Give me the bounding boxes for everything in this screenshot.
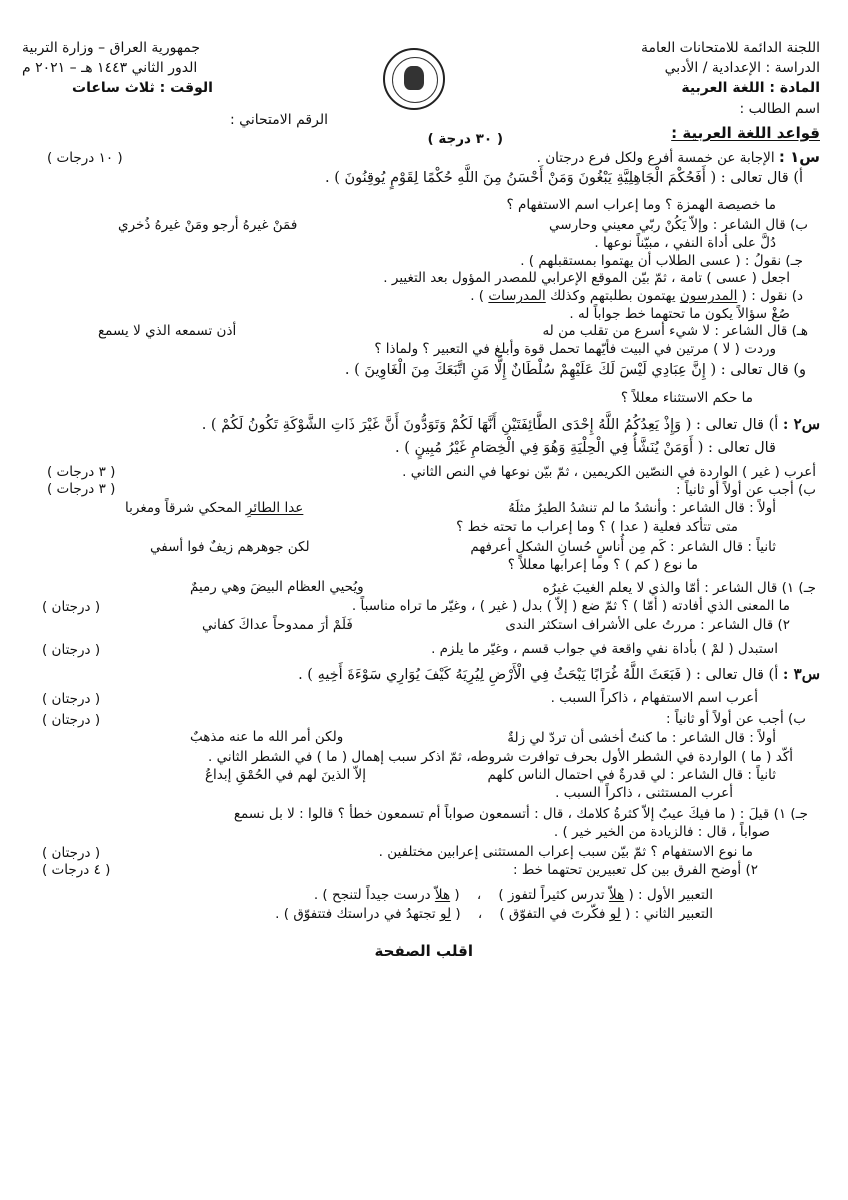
section-title: قواعد اللغة العربية : [671,124,820,142]
q2-c2-verse-second: فَلَمْ أرَ ممدوحاً عداكَ كفاني [202,617,353,633]
q3-b1-verse-first: أولاً : قال الشاعر : ما كنتُ أخشى أن تردّ لي زلةٌ [507,730,776,746]
q3-a-marks: ( درجتان ) [42,691,101,707]
q1-intro: س١ : الإجابة عن خمسة أفرع ولكل فرع درجتان . [536,148,820,166]
q2-b2-verse-first: ثانياً : قال الشاعر : كَم مِن أُناسٍ حُسانِ الشكلِ أعرفهم [470,539,776,555]
q3-c1-statement-cont: صواباً ، قال : فالزيادة من الخير خير ) . [553,824,770,840]
q3-b-instruction: ب) أجب عن أولاً أو ثانياً : [665,711,806,727]
q2-b1-question: متى تتأكد فعلية ( عدا ) ؟ وما إعراب ما تحته خط ؟ [456,519,738,535]
turn-page-note: اقلب الصفحة [374,942,473,960]
q2-c2-marks: ( درجتان ) [42,642,101,658]
q1-c-question: اجعل ( عسى ) تامة ، ثمّ بيّن الموقع الإعرابي للمصدر المؤول بعد التغيير . [383,270,790,286]
expression-one: التعبير الأول : ( هلاّ تدرس كثيراً لتفوز ) ، ( هلاّ درست جيداً لتنجح ) . [313,887,713,903]
q3-b1-verse-second: ولكن أمر الله ما عنه مذهبٌ [190,729,344,745]
q2-b2-question: ما نوع ( كم ) ؟ وما إعرابها معللاً ؟ [507,557,698,573]
exam-time: الوقت : ثلاث ساعات [72,80,213,96]
exam-number-label: الرقم الامتحاني : [230,112,328,128]
q2-b-marks: ( ٣ درجات ) [47,481,116,497]
q3-b-marks: ( درجتان ) [42,712,101,728]
q1-e-verse-second: أذن تسمعه الذي لا يسمع [98,323,237,339]
q2-a-verse-one: س٢ : أ) قال تعالى : ( وَإِذْ يَعِدُكُمُ اللَّهُ إِحْدَى الطَّائِفَتَيْنِ أَنَّهَا لَكُمْ وَتَوَدُّونَ أَنَّ غَيْرَ ذَاتِ الشَّوْكَةِ تَكُونُ لَكُمْ ) . [201,415,820,433]
q3-a-question: أعرب اسم الاستفهام ، ذاكراً السبب . [550,690,758,706]
q3-c2-marks: ( ٤ درجات ) [42,862,111,878]
exam-round: الدور الثاني ١٤٤٣ هـ – ٢٠٢١ م [22,60,198,76]
subject-name: المادة : اللغة العربية [681,80,820,96]
q1-f-verse: و) قال تعالى : ( إِنَّ عِبَادِي لَيْسَ لَكَ عَلَيْهِمْ سُلْطَانٌ إِلَّا مَنِ اتَّبَعَكَ مِنَ الْغَاوِينَ ) . [344,362,806,378]
q1-a-verse: أ) قال تعالى : ( أَفَحُكْمَ الْجَاهِلِيَّةِ يَبْغُونَ وَمَنْ أَحْسَنُ مِنَ اللَّهِ حُكْمًا لِقَوْمٍ يُوقِنُونَ ) . [325,170,803,186]
q1-d-question: صُغْ سؤالاً يكون ما تحتهما خط جواباً له . [569,306,790,322]
expression-two: التعبير الثاني : ( لو فكّرتَ في التفوّق ) ، ( لو تجتهدُ في دراستك فتتفوّق ) . [275,906,713,922]
q3-b1-question: أكّد ( ما ) الواردة في الشطر الأول بحرف توافرت شروطه، ثمّ اذكر سبب إهمال ( ما ) في الشطر الثاني . [208,749,793,765]
section-marks: ( ٣٠ درجة ) [427,131,503,147]
q3-a-verse: س٣ : أ) قال تعالى : ( فَبَعَثَ اللَّهُ غُرَابًا يَبْحَثُ فِي الْأَرْضِ لِيُرِيَهُ كَيْفَ يُوَارِي سَوْءَةَ أَخِيهِ ) . [298,665,820,683]
q2-a-verse-two: قال تعالى : ( أَوَمَنْ يُنَشَّأُ فِي الْحِلْيَةِ وَهُوَ فِي الْخِصَامِ غَيْرُ مُبِينٍ ) . [395,440,776,456]
q2-b-instruction: ب) أجب عن أولاً أو ثانياً : [675,482,816,498]
q2-c1-question: ما المعنى الذي أفادته ( أمّا ) ؟ ثمّ ضع ( إلاّ ) بدل ( غير ) ، وغيّر ما تراه مناسباً . [351,598,790,614]
q1-e-question: وردت ( لا ) مرتين في البيت فأيّهما تحمل قوة وأبلغ في التعبير ؟ ولماذا ؟ [374,341,776,357]
q3-c1-marks: ( درجتان ) [42,845,101,861]
committee-name: اللجنة الدائمة للامتحانات العامة [641,40,820,56]
q2-b2-verse-second: لكن جوهرهم زيفٌ فوا أسفي [150,539,310,555]
student-name-label: اسم الطالب : [739,101,820,117]
q1-b-question: دُلَّ على أداة النفي ، مبيّناً نوعها . [594,235,776,251]
q1-b-verse-second: فمَنْ غيرهُ أرجو ومَنْ غيرهُ ذُخري [118,217,298,233]
q3-c2-instruction: ٢) أوضح الفرق بين كل تعبيرين تحتهما خط : [513,862,758,878]
q2-c1-verse-second: ويُحيي العظام البيضَ وهي رميمٌ [190,579,364,595]
q1-d-statement: د) نقول : ( المدرسون يهتمون بطلبتهم وكذلك المدرسات ) . [470,288,803,304]
q2-c2-question: استبدل ( لمْ ) بأداة نفي واقعة في جواب قسم ، وغيّر ما يلزم . [431,641,778,657]
q2-c1-verse-first: جـ) ١) قال الشاعر : أمّا والذي لا يعلم الغيبَ غيرُه [542,580,816,596]
q1-marks: ( ١٠ درجات ) [47,150,123,166]
ministry-seal-icon [383,48,445,110]
q2-b1-verse-second: عدا الطائرِ المحكي شرقاً ومغربا [125,500,304,516]
q3-b2-verse-second: إلاّ الذينَ لهم في الحُمْقِ إبداعُ [205,767,366,783]
q3-c1-question: ما نوع الاستفهام ؟ ثمّ بيّن سبب إعراب المستثنى إعرابين مختلفين . [378,844,753,860]
q2-b1-verse-first: أولاً : قال الشاعر : وأنشدُ ما لم تنشدُ الطيرُ مثلَهُ [508,500,776,516]
study-branch: الدراسة : الإعدادية / الأدبي [664,60,820,76]
q2-c1-marks: ( درجتان ) [42,599,101,615]
q1-b-verse-first: ب) قال الشاعر : وإلاّ يَكُنْ ربّي معيني وحارسي [549,217,808,233]
q1-f-question: ما حكم الاستثناء معللاً ؟ [620,390,753,406]
q2-a-question: أعرب ( غير ) الواردة في النصّين الكريمين ، ثمّ بيّن نوعها في النص الثاني . [402,464,816,480]
q2-a-marks: ( ٣ درجات ) [47,464,116,480]
q1-c-statement: جـ) نقولُ : ( عسى الطلاب أن يهتموا بمستقبلهم ) . [520,253,803,269]
q1-a-question: ما خصيصة الهمزة ؟ وما إعراب اسم الاستفهام ؟ [506,197,776,213]
country-ministry: جمهورية العراق – وزارة التربية [22,40,201,56]
q3-b2-question: أعرب المستثنى ، ذاكراً السبب . [555,785,733,801]
q3-b2-verse-first: ثانياً : قال الشاعر : لي قدرةٌ في احتمال الناس كلهم [487,767,776,783]
q3-c1-statement: جـ) ١) قيلَ : ( ما فيكَ عيبٌ إلاّ كثرةُ كلامك ، قال : أتسمعون صواباً أم تسمعون خطأ ؟ قالوا : لا بل نسمع [233,806,808,822]
q2-c2-verse-first: ٢) قال الشاعر : مررتُ على الأشراف استكثر الندى [505,617,790,633]
q1-e-verse-first: هـ) قال الشاعر : لا شيء أسرع من تقلب من له [542,323,808,339]
